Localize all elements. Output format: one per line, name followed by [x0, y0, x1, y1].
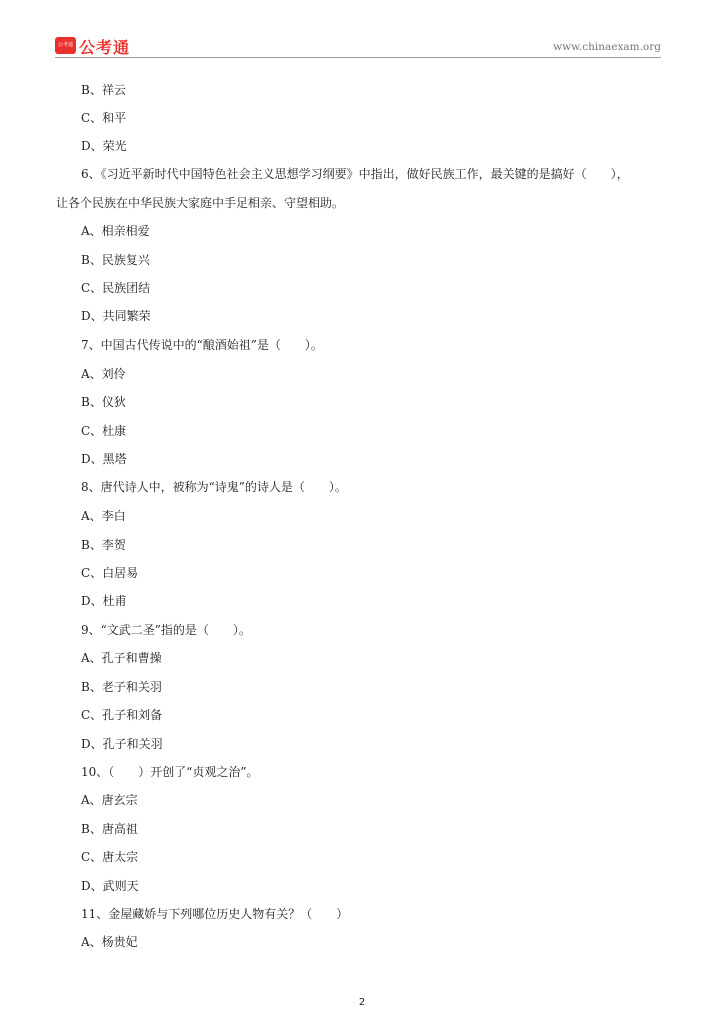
option-line: C、白居易	[81, 566, 139, 580]
option-line: A、刘伶	[81, 367, 126, 381]
option-line: D、杜甫	[81, 594, 127, 608]
question-line: 11、金屋藏娇与下列哪位历史人物有关？（ ）	[81, 907, 349, 921]
page-number: 2	[358, 997, 366, 1008]
option-line: C、唐太宗	[81, 850, 139, 864]
question-line: 8、唐代诗人中，被称为“诗鬼”的诗人是（ ）。	[81, 480, 347, 494]
question-line: 9、“文武二圣”指的是（ ）。	[81, 623, 251, 637]
option-line: B、民族复兴	[81, 253, 150, 267]
question-line: 7、中国古代传说中的“酿酒始祖”是（ ）。	[81, 338, 323, 352]
option-line: C、民族团结	[81, 281, 151, 295]
option-line: C、和平	[81, 111, 127, 125]
page-header	[55, 36, 661, 58]
option-line: A、杨贵妃	[81, 935, 138, 949]
question-line: 10、（ ）开创了“贞观之治”。	[81, 765, 259, 779]
logo-icon: 公考通	[55, 37, 76, 54]
site-url: www.chinaexam.org	[553, 41, 661, 53]
option-line: D、黑塔	[81, 452, 127, 466]
option-line: D、孔子和关羽	[81, 737, 163, 751]
option-line: B、老子和关羽	[81, 680, 162, 694]
option-line: B、李贺	[81, 538, 126, 552]
option-line: C、杜康	[81, 424, 127, 438]
option-line: B、祥云	[81, 83, 126, 97]
option-line: C、孔子和刘备	[81, 708, 163, 722]
option-line: A、孔子和曹操	[81, 651, 162, 665]
question-line-continued: 让各个民族在中华民族大家庭中手足相亲、守望相助。	[56, 196, 345, 210]
option-line: B、唐高祖	[81, 822, 138, 836]
option-line: A、唐玄宗	[81, 793, 138, 807]
option-line: A、李白	[81, 509, 126, 523]
option-line: B、仪狄	[81, 395, 126, 409]
option-line: D、荣光	[81, 139, 127, 153]
option-line: D、共同繁荣	[81, 309, 151, 323]
option-line: A、相亲相爱	[81, 224, 150, 238]
option-line: D、武则天	[81, 879, 139, 893]
header-divider	[55, 57, 661, 58]
question-line: 6、《习近平新时代中国特色社会主义思想学习纲要》中指出，做好民族工作，最关键的是搞好（ ），	[81, 167, 629, 181]
logo-text: 公考通	[79, 38, 131, 57]
